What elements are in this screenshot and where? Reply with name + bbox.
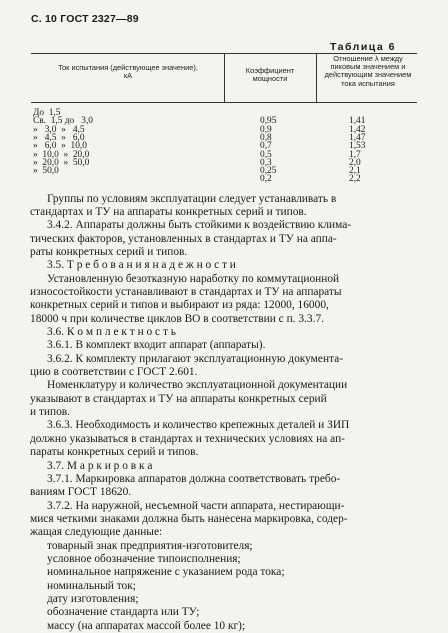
row-current-range: До 1,5 <box>33 108 61 118</box>
row-current-range: » 3,0 » 4,5 <box>33 124 85 135</box>
row-peak-ratio: 1,41 <box>349 116 366 127</box>
table-caption: Таблица 6 <box>329 41 396 53</box>
column-header-peak-ratio: Отношение λ между пиковым значением и действующим значением тока испытания <box>324 54 412 88</box>
text-line: 3.6.2. К комплекту прилагают эксплуатационную документа- <box>47 352 344 365</box>
text-line: 3.7.2. На наружной, несъемной части аппарата, нестирающи- <box>47 499 345 512</box>
table-header-rule <box>31 102 417 103</box>
text-line: конкретных серий и типов и выбирают из ряда: 12000, 16000, <box>30 299 329 312</box>
row-current-range: » 10,0 » 20,0 <box>33 149 90 160</box>
text-line: параты конкретных серий и типов. <box>30 446 199 459</box>
row-power-factor: 0,3 <box>260 157 272 168</box>
row-current-range: Св. 1,5 до 3,0 <box>33 116 93 127</box>
page-header: С. 10 ГОСТ 2327—89 <box>31 13 139 25</box>
row-peak-ratio: 1,53 <box>349 141 366 152</box>
text-line: 3.7. М а р к и р о в к а <box>47 459 153 472</box>
text-line: дату изготовления; <box>47 593 139 605</box>
text-line: 3.5. Т р е б о в а н и я н а д е ж н о с т и <box>47 259 236 272</box>
text-line: номинальный ток; <box>47 579 136 592</box>
text-line: ваниям ГОСТ 18620. <box>30 486 132 499</box>
row-peak-ratio: 2,2 <box>349 174 361 185</box>
text-line: указывают в стандартах и ТУ на аппараты конкретных серий <box>30 392 327 405</box>
text-line: условное обозначение типоисполнения; <box>47 552 241 565</box>
column-divider <box>224 53 225 102</box>
text-line: мися четкими знаками должна быть нанесена маркировка, содер- <box>30 512 348 525</box>
table-row <box>31 175 417 183</box>
row-peak-ratio: 1,42 <box>349 124 366 135</box>
row-power-factor: 0,7 <box>260 141 272 152</box>
text-line: должно указываться в стандартах и технических условиях на ап- <box>30 432 345 445</box>
text-line: 3.6. К о м п л е к т н о с т ь <box>47 326 176 338</box>
row-current-range: » 4,5 » 6,0 <box>33 132 85 143</box>
text-line: тических факторов, установленных в стандартах и ТУ на аппа- <box>30 232 337 245</box>
text-line: обозначение стандарта или ТУ; <box>47 606 200 619</box>
column-header-power-factor: Коэффициент мощности <box>245 66 295 84</box>
text-line: 18000 ч при количестве циклов ВО в соответствии с п. 3.3.7. <box>30 312 324 325</box>
row-current-range: » 50,0 <box>33 166 59 177</box>
row-power-factor: 0,25 <box>260 166 277 177</box>
text-line: износостойкости устанавливают в стандартах и ТУ на аппараты <box>30 285 342 298</box>
text-line: 3.6.3. Необходимость и количество крепежных деталей и ЗИП <box>47 419 350 432</box>
text-line: стандартах и ТУ на аппараты конкретных серий и типов. <box>30 205 307 218</box>
column-divider <box>316 53 317 102</box>
text-line: номинальное напряжение с указанием рода тока; <box>47 566 285 579</box>
text-line: массу (на аппаратах массой более 10 кг); <box>47 619 246 632</box>
text-line: Группы по условиям эксплуатации следует устанавливать в <box>47 192 337 205</box>
text-line: цию в соответствии с ГОСТ 2.601. <box>30 366 198 379</box>
text-line: 3.7.1. Маркировка аппаратов должна соответствовать требо- <box>47 472 341 485</box>
row-peak-ratio: 1,7 <box>349 149 361 160</box>
row-power-factor: 0,8 <box>260 132 272 143</box>
row-peak-ratio: 2,1 <box>349 166 361 177</box>
row-current-range: » 6,0 » 10,0 <box>33 141 87 152</box>
column-header-current: Ток испытания (действующее значение), кА <box>58 63 198 81</box>
text-line: жащая следующие данные: <box>30 526 163 539</box>
row-current-range: » 20,0 » 50,0 <box>33 157 90 168</box>
text-line: товарный знак предприятия-изготовителя; <box>47 539 253 552</box>
row-power-factor: 0,2 <box>260 174 272 185</box>
row-power-factor: 0,95 <box>260 116 277 127</box>
text-line: 3.6.1. В комплект входит аппарат (аппараты). <box>47 339 266 352</box>
text-line: и типов. <box>30 406 71 419</box>
text-line: Номенклатуру и количество эксплуатационной документации <box>47 379 348 392</box>
row-peak-ratio: 2,0 <box>349 157 361 168</box>
text-line: Установленную безотказную наработку по коммутационной <box>47 272 340 285</box>
row-power-factor: 0,5 <box>260 149 272 160</box>
text-line: раты конкретных серий и типов. <box>30 245 188 258</box>
row-peak-ratio: 1,47 <box>349 132 366 143</box>
text-line: 3.4.2. Аппараты должны быть стойкими к воздействию клима- <box>47 219 352 232</box>
row-power-factor: 0,9 <box>260 124 272 135</box>
